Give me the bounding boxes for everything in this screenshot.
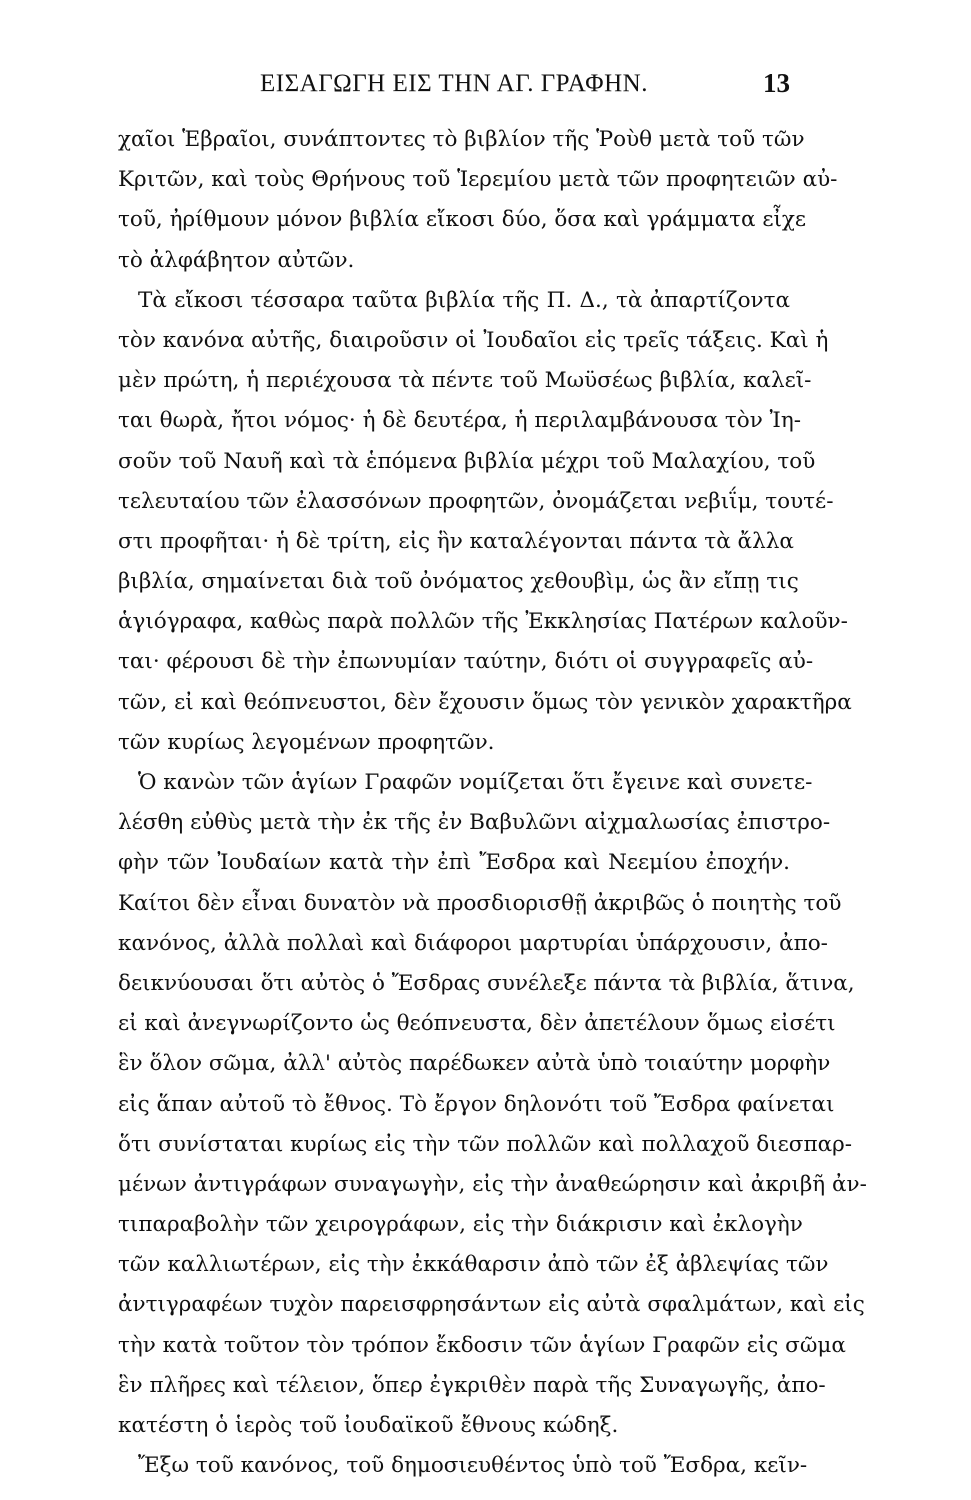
- running-title: ΕΙΣΑΓΩΓΗ ΕΙΣ ΤΗΝ ΑΓ. ΓΡΑΦΗΝ.: [260, 70, 648, 97]
- text-line: τὸν κανόνα αὐτῆς, διαιροῦσιν οἱ Ἰουδαῖοι εἰς τρεῖς τάξεις. Καὶ ἡ: [118, 327, 829, 353]
- page-header: [118, 70, 790, 106]
- text-line: Ὁ κανὼν τῶν ἁγίων Γραφῶν νομίζεται ὅτι ἔγεινε καὶ συνετε-: [138, 770, 813, 795]
- text-line: εἰς ἅπαν αὐτοῦ τὸ ἔθνος. Τὸ ἔργον δηλονότι τοῦ Ἔσδρα φαίνεται: [118, 1091, 835, 1117]
- text-line: μένων ἀντιγράφων συναγωγὴν, εἰς τὴν ἀναθεώρησιν καὶ ἀκριβῆ ἀν-: [118, 1171, 867, 1197]
- text-line: ἀντιγραφέων τυχὸν παρεισφρησάντων εἰς αὐτὰ σφαλμάτων, καὶ εἰς: [118, 1292, 865, 1318]
- text-line: τὴν κατὰ τοῦτον τὸν τρόπον ἔκδοσιν τῶν ἁγίων Γραφῶν εἰς σῶμα: [118, 1332, 846, 1358]
- page-number: 13: [763, 68, 790, 98]
- text-line: ται· φέρουσι δὲ τὴν ἐπωνυμίαν ταύτην, διότι οἱ συγγραφεῖς αὐ-: [118, 649, 814, 675]
- text-line: ἓν πλῆρες καὶ τέλειον, ὅπερ ἐγκριθὲν παρὰ τῆς Συναγωγῆς, ἀπο-: [118, 1372, 826, 1398]
- text-line: σοῦν τοῦ Ναυῆ καὶ τὰ ἑπόμενα βιβλία μέχρι τοῦ Μαλαχίου, τοῦ: [118, 448, 816, 474]
- text-line: χαῖοι Ἑβραῖοι, συνάπτοντες τὸ βιβλίον τῆς Ῥοὺθ μετὰ τοῦ τῶν: [118, 127, 805, 152]
- text-line: φὴν τῶν Ἰουδαίων κατὰ τὴν ἐπὶ Ἔσδρα καὶ Νεεμίου ἐποχήν.: [118, 850, 790, 876]
- text-line: τελευταίου τῶν ἐλασσόνων προφητῶν, ὀνομάζεται νεβιΐμ, τουτέ-: [118, 488, 834, 514]
- text-line: ὅτι συνίσταται κυρίως εἰς τὴν τῶν πολλῶν καὶ πολλαχοῦ διεσπαρ-: [118, 1131, 853, 1157]
- text-line: τῶν, εἰ καὶ θεόπνευστοι, δὲν ἔχουσιν ὅμως τὸν γενικὸν χαρακτῆρα: [118, 689, 852, 715]
- text-line: Κριτῶν, καὶ τοὺς Θρήνους τοῦ Ἱερεμίου μετὰ τῶν προφητειῶν αὐ-: [118, 167, 838, 193]
- text-line: τῶν κυρίως λεγομένων προφητῶν.: [118, 729, 495, 755]
- text-line: ται θωρὰ, ἤτοι νόμος· ἡ δὲ δευτέρα, ἡ περιλαμβάνουσα τὸν Ἰη-: [118, 408, 801, 434]
- text-line: ἁγιόγραφα, καθὼς παρὰ πολλῶν τῆς Ἐκκλησίας Πατέρων καλοῦν-: [118, 609, 848, 635]
- text-line: Ἔξω τοῦ κανόνος, τοῦ δημοσιευθέντος ὑπὸ τοῦ Ἔσδρα, κεῖν-: [138, 1453, 808, 1479]
- text-line: μὲν πρώτη, ἡ περιέχουσα τὰ πέντε τοῦ Μωϋσέως βιβλία, καλεῖ-: [118, 368, 812, 394]
- text-line: τοῦ, ἠρίθμουν μόνον βιβλία εἴκοσι δύο, ὅσα καὶ γράμματα εἶχε: [118, 207, 807, 233]
- text-line: τιπαραβολὴν τῶν χειρογράφων, εἰς τὴν διάκρισιν καὶ ἐκλογὴν: [118, 1212, 803, 1238]
- text-line: στι προφῆται· ἡ δὲ τρίτη, εἰς ἣν καταλέγονται πάντα τὰ ἄλλα: [118, 528, 794, 554]
- text-line: δεικνύουσαι ὅτι αὐτὸς ὁ Ἔσδρας συνέλεξε πάντα τὰ βιβλία, ἅτινα,: [118, 970, 855, 996]
- text-line: ἓν ὅλον σῶμα, ἀλλ' αὐτὸς παρέδωκεν αὐτὰ ὑπὸ τοιαύτην μορφὴν: [118, 1051, 831, 1077]
- text-line: βιβλία, σημαίνεται διὰ τοῦ ὀνόματος χεθουβὶμ, ὡς ἂν εἴπῃ τις: [118, 569, 799, 595]
- text-line: Καίτοι δὲν εἶναι δυνατὸν νὰ προσδιορισθῇ ἀκριβῶς ὁ ποιητὴς τοῦ: [118, 890, 842, 916]
- text-line: Τὰ εἴκοσι τέσσαρα ταῦτα βιβλία τῆς Π. Δ., τὰ ἀπαρτίζοντα: [138, 287, 790, 313]
- body-text: [118, 120, 867, 1486]
- text-line: τὸ ἀλφάβητον αὐτῶν.: [118, 247, 355, 273]
- text-line: τῶν καλλιωτέρων, εἰς τὴν ἐκκάθαρσιν ἀπὸ τῶν ἐξ ἀβλεψίας τῶν: [118, 1252, 829, 1278]
- text-line: λέσθη εὐθὺς μετὰ τὴν ἐκ τῆς ἐν Βαβυλῶνι αἰχμαλωσίας ἐπιστρο-: [118, 810, 831, 836]
- text-line: κανόνος, ἀλλὰ πολλαὶ καὶ διάφοροι μαρτυρίαι ὑπάρχουσιν, ἀπο-: [118, 930, 828, 956]
- text-line: εἰ καὶ ἀνεγνωρίζοντο ὡς θεόπνευστα, δὲν ἀπετέλουν ὅμως εἰσέτι: [118, 1011, 836, 1037]
- text-line: κατέστη ὁ ἱερὸς τοῦ ἰουδαϊκοῦ ἔθνους κώδηξ.: [118, 1413, 619, 1438]
